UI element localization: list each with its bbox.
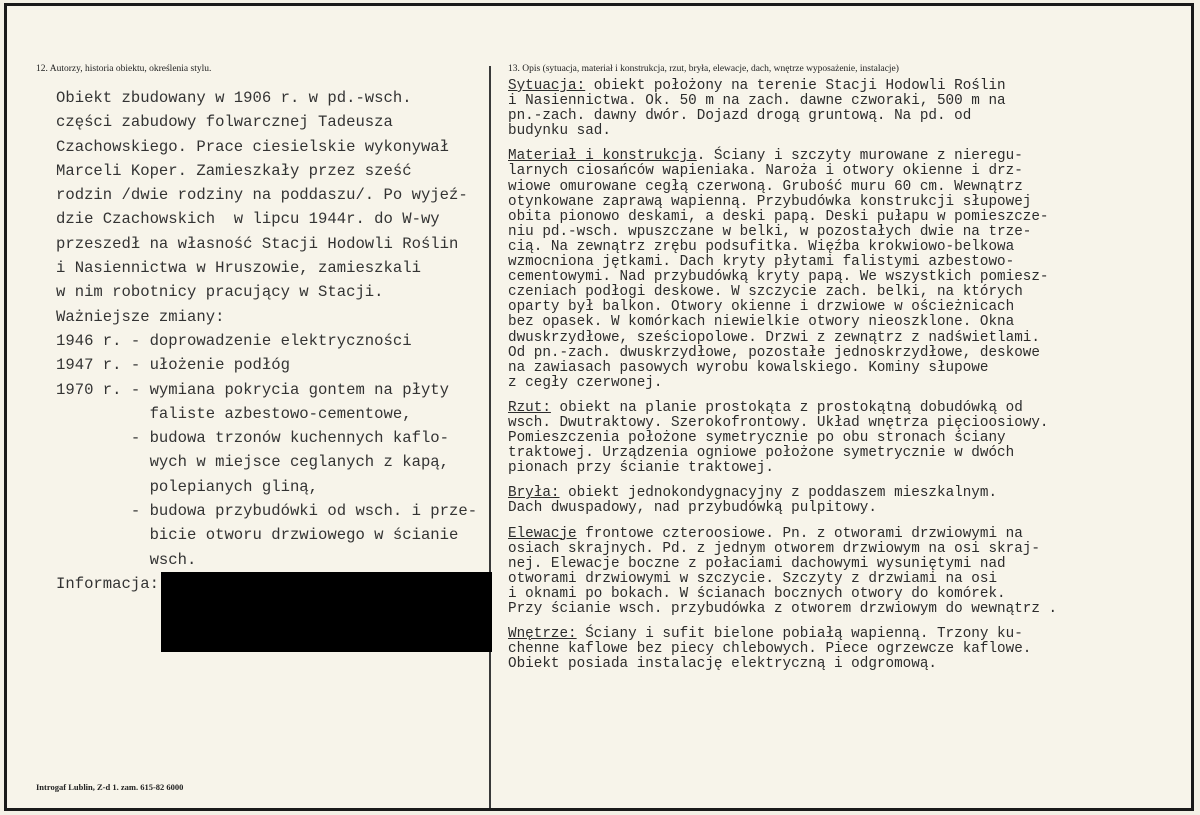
description-section — [508, 527, 1188, 618]
section-first-line: Ściany i sufit bielone pobiałą wapienną. Trzony ku- — [576, 626, 1023, 643]
history-line: 1947 r. - ułożenie podłóg — [56, 356, 290, 375]
section-first-line: obiekt jednokondygnacyjny z poddaszem mieszkalnym. — [559, 485, 998, 502]
section-line: budynku sad. — [508, 123, 611, 140]
description-section — [508, 79, 1188, 139]
description-section — [508, 149, 1188, 391]
section-line: Obiekt posiada instalację elektryczną i odgromową. — [508, 656, 937, 673]
history-text — [56, 86, 486, 596]
section-title: Bryła: — [508, 485, 560, 502]
section-line: niu pd.-wsch. wpuszczane w belki, w pozostałych dwie na trze- — [508, 223, 1032, 240]
history-line: Informacja: — [56, 574, 159, 593]
history-line: przeszedł na własność Stacji Hodowli Roślin — [56, 234, 459, 253]
section-line: wiowe omurowane cegłą czerwoną. Grubość muru 60 cm. Wewnątrz — [508, 178, 1023, 195]
section-line: otynkowane zaprawą wapienną. Przybudówka konstrukcji słupowej — [508, 193, 1032, 210]
history-line: i Nasiennictwa w Hruszowie, zamieszkali — [56, 259, 421, 278]
section-line: otworami drzwiowymi w szczycie. Szczyty z drzwiami na osi — [508, 570, 998, 587]
history-line: wsch. — [56, 550, 197, 569]
history-line: faliste azbestowo-cementowe, — [56, 404, 412, 423]
section-line: dwuskrzydłowe, sześciopolowe. Drzwi z zewnątrz z nadświetlami. — [508, 329, 1040, 346]
history-line: części zabudowy folwarcznej Tadeusza — [56, 113, 393, 132]
section-line: i Nasiennictwa. Ok. 50 m na zach. dawne czworaki, 500 m na — [508, 93, 1006, 110]
redaction-block — [161, 572, 492, 652]
history-line: dzie Czachowskich w lipcu 1944r. do W-wy — [56, 210, 440, 229]
history-line: Ważniejsze zmiany: — [56, 307, 225, 326]
section-title: Materiał i konstrukcja — [508, 148, 697, 165]
section-line: cementowymi. Nad przybudówką kryty papą. We wszystkich pomiesz- — [508, 269, 1049, 286]
section-line: Pomieszczenia położone symetrycznie po obu stronach ściany — [508, 430, 1006, 447]
history-line: rodzin /dwie rodziny na poddaszu/. Po wyjeź- — [56, 186, 468, 205]
section-line: Od pn.-zach. dwuskrzydłowe, pozostałe jednoskrzydłowe, deskowe — [508, 344, 1040, 361]
history-line: - budowa przybudówki od wsch. i prze- — [56, 502, 478, 521]
description-text — [508, 79, 1188, 682]
history-line: polepianych gliną, — [56, 477, 319, 496]
section-line: osiach skrajnych. Pd. z jednym otworem drzwiowym na osi skraj- — [508, 540, 1040, 557]
column-divider — [489, 66, 491, 808]
section-title: Sytuacja: — [508, 78, 586, 94]
left-heading: 12. Autorzy, historia obiektu, określenia stylu. — [36, 64, 212, 74]
section-line: i oknami po bokach. W ścianach bocznych otwory do komórek. — [508, 585, 1006, 602]
description-section — [508, 486, 1188, 516]
history-line: wych w miejsce ceglanych z kapą, — [56, 453, 450, 472]
section-line: chenne kaflowe bez piecy chlebowych. Piece ogrzewcze kaflowe. — [508, 641, 1032, 658]
section-line: pionach przy ścianie traktowej. — [508, 460, 774, 477]
section-title: Rzut: — [508, 399, 551, 416]
section-line: cią. Na zewnątrz zrębu podsufitka. Więźba krokwiowo-belkowa — [508, 238, 1015, 255]
history-line: bicie otworu drzwiowego w ścianie — [56, 526, 459, 545]
section-line: Przy ścianie wsch. przybudówka z otworem drzwiowym do wewnątrz . — [508, 601, 1058, 617]
section-line: wzmocniona jętkami. Dach kryty płytami falistymi azbestowo- — [508, 254, 1015, 271]
history-line: - budowa trzonów kuchennych kaflo- — [56, 429, 450, 448]
section-line: oparty był balkon. Otwory okienne i drzwiowe w ościeżnicach — [508, 299, 1015, 316]
section-line: bez opasek. W komórkach niewielkie otwory nieoszklone. Okna — [508, 314, 1015, 331]
section-line: czeniach podłogi deskowe. W szczycie zach. belki, na których — [508, 284, 1023, 301]
section-first-line: . Ściany i szczyty murowane z nieregu- — [696, 148, 1023, 165]
section-title: Wnętrze: — [508, 626, 577, 643]
section-line: wsch. Dwutraktowy. Szerokofrontowy. Układ wnętrza pięcioosiowy. — [508, 414, 1049, 431]
section-line: traktowej. Urządzenia ogniowe położone symetrycznie w dwóch — [508, 445, 1015, 462]
history-line: w nim robotnicy pracujący w Stacji. — [56, 283, 384, 302]
history-line: 1970 r. - wymiana pokrycia gontem na płyty — [56, 380, 450, 399]
section-line: pn.-zach. dawny dwór. Dojazd drogą gruntową. Na pd. od — [508, 108, 972, 125]
section-line: larnych ciosańców wapieniaka. Naroża i otwory okienne i drz- — [508, 163, 1023, 180]
section-line: na zawiasach pasowych wyrobu kowalskiego. Kominy słupowe — [508, 359, 989, 376]
section-line: obita pionowo deskami, a deski papą. Deski pułapu w pomieszcze- — [508, 208, 1049, 225]
section-first-line: obiekt na planie prostokąta z prostokątną dobudówką od — [550, 399, 1023, 416]
history-line: Czachowskiego. Prace ciesielskie wykonywał — [56, 137, 450, 156]
right-heading: 13. Opis (sytuacja, materiał i konstrukcja, rzut, bryła, elewacje, dach, wnętrze wyposażenie, instalacje) — [508, 64, 899, 74]
description-section — [508, 627, 1188, 672]
history-line: Obiekt zbudowany w 1906 r. w pd.-wsch. — [56, 89, 412, 107]
description-section — [508, 401, 1188, 476]
section-line: Dach dwuspadowy, nad przybudówką pulpitowy. — [508, 500, 877, 517]
printer-footer: Introgaf Lublin, Z-d 1. zam. 615-82 6000 — [36, 782, 184, 792]
history-line: Marceli Koper. Zamieszkały przez sześć — [56, 161, 412, 180]
history-line: 1946 r. - doprowadzenie elektryczności — [56, 331, 412, 350]
section-first-line: frontowe czteroosiowe. Pn. z otworami drzwiowymi na — [576, 525, 1023, 542]
section-title: Elewacje — [508, 525, 577, 542]
section-line: nej. Elewacje boczne z połaciami dachowymi wysuniętymi nad — [508, 555, 1006, 572]
section-first-line: obiekt położony na terenie Stacji Hodowli Roślin — [585, 78, 1006, 94]
section-line: z cegły czerwonej. — [508, 374, 663, 391]
